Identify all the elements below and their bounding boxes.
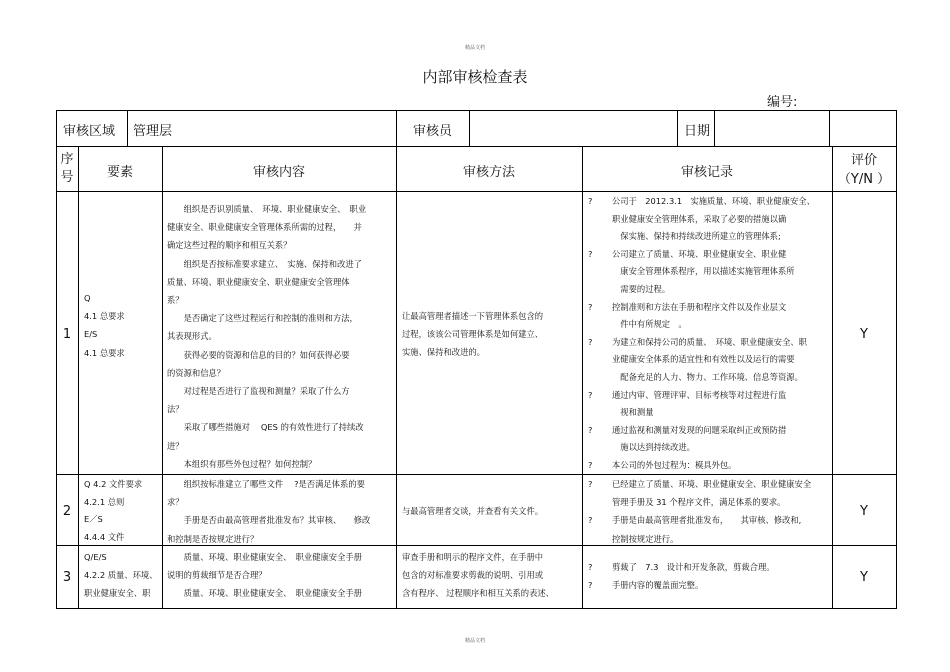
record-cell: ? 剪裁了 7.3 设计和开发条款，剪裁合理。 ? 手册内容的覆盖面完整。 [588,562,775,591]
method-cell: 让最高管理者描述一下管理体系包含的 过程，该该公司管理体系是如何建立、 实施、保持和改进的。 [402,311,544,358]
date-label: 日期 [684,124,711,139]
record-cell: ? 公司于 2012.3.1 实施质量、环境、职业健康安全、 职业健康安全管理体系，采取了必要的措施以确 保实施、保持和持续改进所建立的管理体系; ? 公司建立了质量、环境、职业健康安全、职业健 康安全管理体系程序，用以描述实施管理体系所 需要的过程。 ? 控制准则和方法在手册和程序文件以及作业层文 件中有所规定 。 ? 为建立和保持公司的质量、 环境、职业健康安全、职 业健康安全体系的适宜性和有效性以及运行的需要 配备充足的人力、物力、工作环境、信息等资源。 ? 通过内审、管理评审、目标考核等对过程进行监 视和测量 ? 通过监视和测量对发现的问题采取纠正或预防措 施以达到持续改进。 ? 本公司的外包过程为：模具外包。 [588,196,815,470]
element-cell: Q/E/S 4.2.2 质量、环境、 职业健康安全、职 [84,552,158,599]
column-header-rating: 评价 （Y/N ） [837,153,891,187]
content-cell: 组织按标准建立了哪些文件 ?是否满足体系的要 求？ 手册是否由最高管理者批准发布？其审核、 修改 和控制是否按规定进行？ [167,479,371,544]
row-number: 2 [62,504,72,519]
serial-number-label: 编号: [767,95,798,110]
audit-area-value: 管理层 [133,124,173,139]
row-number: 1 [62,327,72,342]
column-header-record: 审核记录 [680,165,733,180]
row-number: 3 [62,570,72,585]
rating-cell: Y [860,504,868,519]
auditor-label: 审核员 [413,124,453,139]
page-title: 内部审核检查表 [422,68,528,86]
element-cell: Q 4.1 总要求 E/S 4.1 总要求 [84,293,125,358]
column-header-content: 审核内容 [252,165,305,180]
column-header-method: 审核方法 [462,165,515,180]
rating-cell: Y [860,327,868,342]
content-cell: 质量、环境、职业健康安全、 职业健康安全手册 说明的剪裁细节是否合理？ 质量、环境、职业健康安全、 职业健康安全手册 [167,552,362,599]
method-cell: 审查手册和明示的程序文件，在手册中 包含的对标准要求剪裁的说明、引用或 含有程序、 过程顺序和相互关系的表述、 [402,552,554,599]
element-cell: Q 4.2 文件要求 4.2.1 总则 E／S 4.4.4 文件 [84,479,143,542]
content-cell: 组织是否识别质量、 环境、职业健康安全、 职业 健康安全、职业健康安全管理体系所需的过程， 并 确定这些过程的顺序和相互关系？ 组织是否按标准要求建立、 实施、保持和改进了 质量、环境、职业健康安全、职业健康安全管理体 系？ 是否确定了这些过程运行和控制的准则和方法， 其表现形式。 获得必要的资源和信息的目的？如何获得必要 的资源和信息？ 对过程是否进行了监视和测量？采取了什么方 法？ 采取了哪些措施对 QES 的有效性进行了持续改 进？ 本组织有那些外包过程？如何控制？ [167,204,367,469]
page-footer-small: 精品文档 [464,638,485,644]
method-cell: 与最高管理者交谈，并查看有关文件。 [402,506,544,516]
audit-area-label: 审核区域 [63,124,116,139]
column-header-element: 要素 [106,165,133,180]
column-header-seq: 序 号 [60,152,74,185]
page-header-small: 精品文档 [464,45,485,51]
rating-cell: Y [860,570,868,585]
record-cell: ? 已经建立了质量、环境、职业健康安全、职业健康安全 管理手册及 31 个程序文件，满足体系的要求。 ? 手册是由最高管理者批准发布， 其审核、修改和, 控制按规定进行。 [588,479,812,544]
